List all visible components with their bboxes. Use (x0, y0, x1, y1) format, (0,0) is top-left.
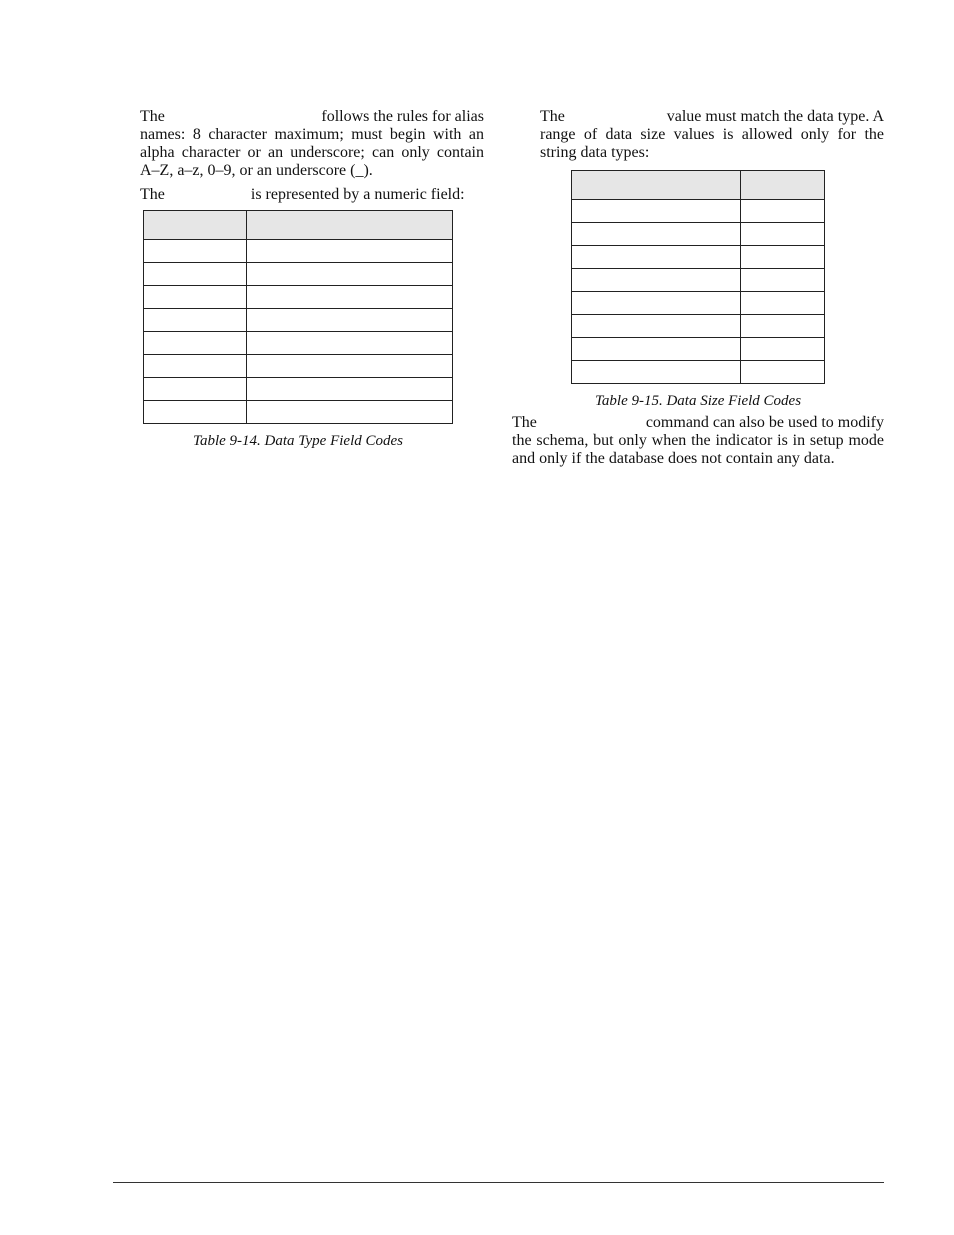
data-type-table (143, 210, 453, 424)
table-row (144, 286, 453, 309)
table-row (572, 361, 825, 384)
table-header-cell (247, 211, 453, 240)
modify-schema-paragraph (512, 414, 884, 468)
table-cell (741, 269, 825, 292)
table-row (144, 378, 453, 401)
table-cell (572, 246, 741, 269)
table-header-cell (741, 171, 825, 200)
table-row (144, 355, 453, 378)
table-row (144, 240, 453, 263)
table-cell (741, 361, 825, 384)
table-row (572, 246, 825, 269)
table-cell (572, 315, 741, 338)
table-cell (741, 315, 825, 338)
data-size-table (571, 170, 825, 384)
footer-rule (113, 1182, 884, 1183)
table-cell (247, 309, 453, 332)
data-type-start: The (140, 186, 165, 203)
left-column (140, 108, 484, 204)
table-cell (144, 401, 247, 424)
table-cell (247, 286, 453, 309)
alias-rules-paragraph (140, 108, 484, 180)
table-cell (572, 223, 741, 246)
table-row (144, 263, 453, 286)
table-header-cell (144, 211, 247, 240)
table-cell (144, 286, 247, 309)
alias-rules-start: The (140, 108, 165, 125)
table-cell (572, 292, 741, 315)
table-row (572, 292, 825, 315)
table-cell (247, 240, 453, 263)
table-header-cell (572, 171, 741, 200)
alias-rules-line1: follows the rules for alias (321, 108, 484, 125)
table-cell (247, 263, 453, 286)
modify-schema-line1: command can also be used to modify (645, 414, 884, 431)
table-cell (144, 263, 247, 286)
table-row (144, 401, 453, 424)
table-cell (247, 332, 453, 355)
modify-schema-body: the schema, but only when the indicator is in setup mode and only if the database does not contain any data. (512, 432, 884, 467)
table-cell (572, 200, 741, 223)
table-header-row (144, 211, 453, 240)
data-size-start: The (540, 108, 565, 125)
data-type-table-caption: Table 9-14. Data Type Field Codes (193, 433, 403, 449)
table-cell (144, 378, 247, 401)
modify-schema-start: The (512, 414, 537, 431)
data-size-line1: value must match the data type. A (666, 108, 884, 125)
table-cell (741, 223, 825, 246)
table-cell (144, 309, 247, 332)
table-row (572, 315, 825, 338)
table-row (144, 309, 453, 332)
table-cell (741, 338, 825, 361)
table-row (572, 269, 825, 292)
data-type-rest: is represented by a numeric field: (250, 186, 465, 203)
table-cell (572, 269, 741, 292)
right-column (512, 108, 884, 162)
modify-schema-text (512, 414, 884, 468)
alias-rules-body: names: 8 character maximum; must begin with an alpha character or an underscore; can only contain A–Z, a–z, 0–9, or an underscore (_). (140, 126, 484, 179)
table-cell (144, 332, 247, 355)
table-cell (247, 401, 453, 424)
data-size-table-caption: Table 9-15. Data Size Field Codes (594, 393, 802, 409)
table-cell (741, 200, 825, 223)
table-cell (247, 355, 453, 378)
table-row (144, 332, 453, 355)
table-cell (144, 355, 247, 378)
table-cell (572, 338, 741, 361)
table-cell (741, 292, 825, 315)
table-header-row (572, 171, 825, 200)
table-cell (144, 240, 247, 263)
data-size-body: range of data size values is allowed only for the string data types: (540, 126, 884, 161)
table-cell (247, 378, 453, 401)
table-row (572, 338, 825, 361)
data-type-paragraph (140, 186, 484, 204)
table-row (572, 223, 825, 246)
table-cell (572, 361, 741, 384)
table-cell (741, 246, 825, 269)
data-size-paragraph (512, 108, 884, 162)
table-row (572, 200, 825, 223)
